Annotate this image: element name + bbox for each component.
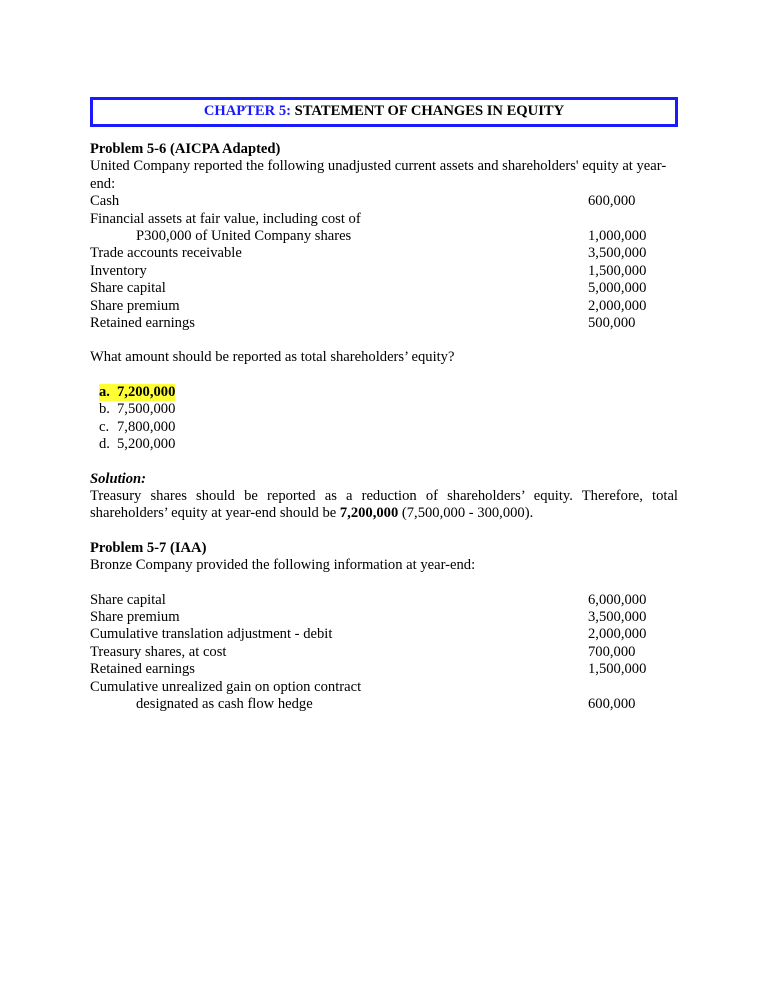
line-item [90, 211, 678, 228]
line-item [90, 592, 678, 609]
line-item [90, 679, 678, 696]
answer-choice [99, 436, 678, 453]
choice-text: 7,200,000 [117, 383, 176, 400]
line-item-amount: 600,000 [588, 695, 636, 712]
line-item-amount: 1,500,000 [588, 262, 647, 279]
document-page [90, 97, 678, 713]
problem-items [90, 193, 678, 332]
line-item [90, 696, 678, 713]
solution-answer: 7,200,000 [339, 505, 399, 522]
line-item [90, 245, 678, 262]
line-item-label: Treasury shares, at cost [90, 643, 227, 660]
chapter-header-box [90, 97, 678, 127]
line-item-label: Cumulative translation adjustment - debit [90, 626, 333, 643]
line-item-amount: 600,000 [588, 193, 636, 210]
choice-letter: a. [99, 383, 110, 400]
solution-heading: Solution: [90, 470, 146, 487]
problem-5-6 [90, 141, 678, 523]
problem-intro: Bronze Company provided the following information at year-end: [90, 557, 476, 574]
answer-choice [99, 401, 678, 418]
problem-title: Problem 5-7 (IAA) [90, 539, 207, 556]
line-item [90, 315, 678, 332]
problem-5-7 [90, 540, 678, 714]
line-item-amount: 700,000 [588, 643, 636, 660]
line-item [90, 280, 678, 297]
choice-text: 5,200,000 [117, 436, 176, 453]
line-item-amount [588, 679, 678, 696]
line-item-label: Cash [90, 193, 120, 210]
line-item-label: Share premium [90, 297, 180, 314]
line-item [90, 609, 678, 626]
line-item-label: Financial assets at fair value, including cost of [90, 210, 361, 227]
line-item-label: Share capital [90, 591, 166, 608]
chapter-title: STATEMENT OF CHANGES IN EQUITY [294, 103, 565, 120]
line-item [90, 661, 678, 678]
line-item-label: Retained earnings [90, 315, 195, 332]
answer-choice [99, 419, 678, 436]
line-item-label: Retained earnings [90, 661, 195, 678]
solution-post: (7,500,000 - 300,000). [398, 505, 534, 522]
line-item [90, 298, 678, 315]
line-item-amount: 500,000 [588, 315, 636, 332]
choice-text: 7,500,000 [117, 401, 176, 418]
problem-items [90, 592, 678, 714]
solution-pre: Treasury shares should be reported as a reduction of shareholders’ equity. Therefore, total shareholders’ equity at year-end should be [90, 487, 678, 522]
answer-choices [99, 384, 678, 454]
answer-choice [99, 384, 678, 401]
line-item [90, 626, 678, 643]
choice-letter: d. [99, 436, 110, 453]
line-item-amount: 2,000,000 [588, 626, 647, 643]
chapter-label: CHAPTER 5: [203, 103, 291, 120]
line-item-amount [588, 211, 678, 228]
line-item-amount: 3,500,000 [588, 608, 647, 625]
line-item-label: designated as cash flow hedge [136, 695, 313, 712]
line-item [90, 228, 678, 245]
line-item-amount: 5,000,000 [588, 280, 647, 297]
line-item [90, 193, 678, 210]
line-item-label: Share capital [90, 280, 166, 297]
line-item [90, 263, 678, 280]
choice-letter: c. [99, 418, 110, 435]
problem-intro: United Company reported the following unadjusted current assets and shareholders' equity at year-end: [90, 158, 667, 192]
line-item-amount: 2,000,000 [588, 297, 647, 314]
line-item-label: Share premium [90, 608, 180, 625]
line-item-amount: 1,500,000 [588, 661, 647, 678]
line-item-amount: 1,000,000 [588, 228, 647, 245]
line-item [90, 644, 678, 661]
line-item-label: P300,000 of United Company shares [136, 228, 352, 245]
line-item-amount: 6,000,000 [588, 591, 647, 608]
solution-text [90, 488, 678, 523]
problem-title: Problem 5-6 (AICPA Adapted) [90, 141, 281, 157]
choice-text: 7,800,000 [117, 418, 176, 435]
question-text: What amount should be reported as total shareholders’ equity? [90, 349, 455, 366]
line-item-label: Trade accounts receivable [90, 245, 242, 262]
line-item-label: Cumulative unrealized gain on option contract [90, 678, 362, 695]
line-item-label: Inventory [90, 262, 147, 279]
line-item-amount: 3,500,000 [588, 245, 647, 262]
choice-letter: b. [99, 401, 110, 418]
